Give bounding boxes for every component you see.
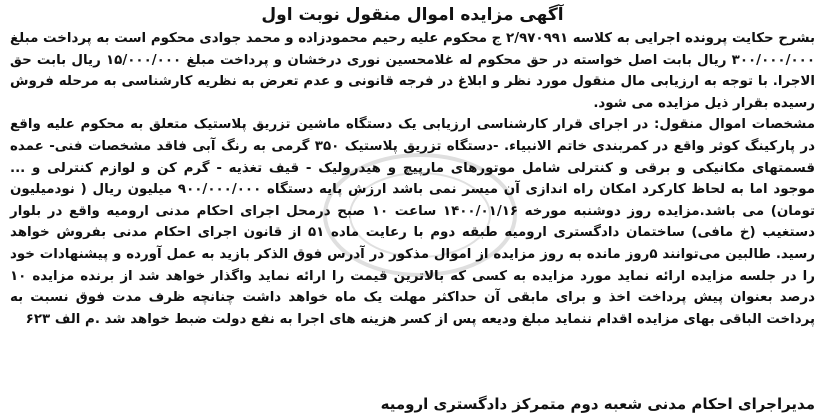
notice-paragraph-details: مشخصات اموال منقول: در اجرای قرار کارشناسی ارزیابی یک دستگاه ماشین تزریق پلاستیک متعلق به محکوم علیه واقع در پارکینگ کوثر واقع در کمربندی خاتم الانبیاء. -دستگاه تزریق پلاستیک ۳۵۰ گرمی به رنگ آبی فاقد مشخصات فنی- عمده قسمتهای مکانیکی و برقی و کنترلی شامل موتورهای مارپیچ و هیدرولیک - قیف تغذیه - گرم کن و لوازم کنترلی و ... موجود اما به لحاظ کارکرد امکان راه اندازی آن میسر نمی باشد ارزش پایه دستگاه ۹۰۰/۰۰۰/۰۰۰ میلیون ریال ( نودمیلیون تومان) می باشد.مزایده روز دوشنبه مورخه ۱۴۰۰/۰۱/۱۶ ساعت ۱۰ صبح درمحل اجرای احکام مدنی ارومیه واقع در بلوار دستغیب (خ مافی) ساختمان دادگستری ارومیه طبقه دوم با رعایت ماده ۵۱ از قانون اجرای احکام مدنی بفروش خواهد رسید. طالبین می‌توانند ۵روز مانده به روز مزایده از اموال مذکور در آدرس فوق الذکر بازید به عمل آورده و پیشنهادات خود را در جلسه مزایده ارائه نماید مورد مزایده به کسی که بالاترین قیمت را ارائه نماید واگذار خواهد شد از برنده مزایده ۱۰ درصد بعنوان پیش پرداخت اخذ و برای مابقی آن حداکثر مهلت یک ماه خواهد داشت چنانچه ظرف مدت فوق نسبت به پرداخت الباقی بهای مزایده اقدام ننماید مبلغ ودیعه پس از کسر هزینه های اجرا به نفع دولت ضبط خواهد شد .م الف ۶۲۳ [10,117,815,327]
notice-paragraph-case: بشرح حکایت پرونده اجرایی به کلاسه ۲/۹۷۰۹۹۱ ج محکوم علیه رحیم محمودزاده و محمد جوادی محکوم است به پرداخت مبلغ ۳۰۰/۰۰۰/۰۰۰ ریال بابت اصل خواسته در حق محکوم له غلامحسین نوری درخشان و پرداخت مبلغ ۱۵/۰۰۰/۰۰۰ ریال بابت حق الاجرا. با توجه به ارزیابی مال منقول مورد نظر و ابلاغ در فرجه قانونی و عدم تعرض به نظریه کارشناسی به مرحله فروش رسیده بقرار ذیل مزایده می شود. [10,31,815,111]
notice-body [10,28,815,330]
notice-title: آگهی مزایده اموال منقول نوبت اول [261,5,564,25]
notice-signature: مدیراجرای احکام مدنی شعبه دوم متمرکز دادگستری ارومیه [380,395,815,413]
